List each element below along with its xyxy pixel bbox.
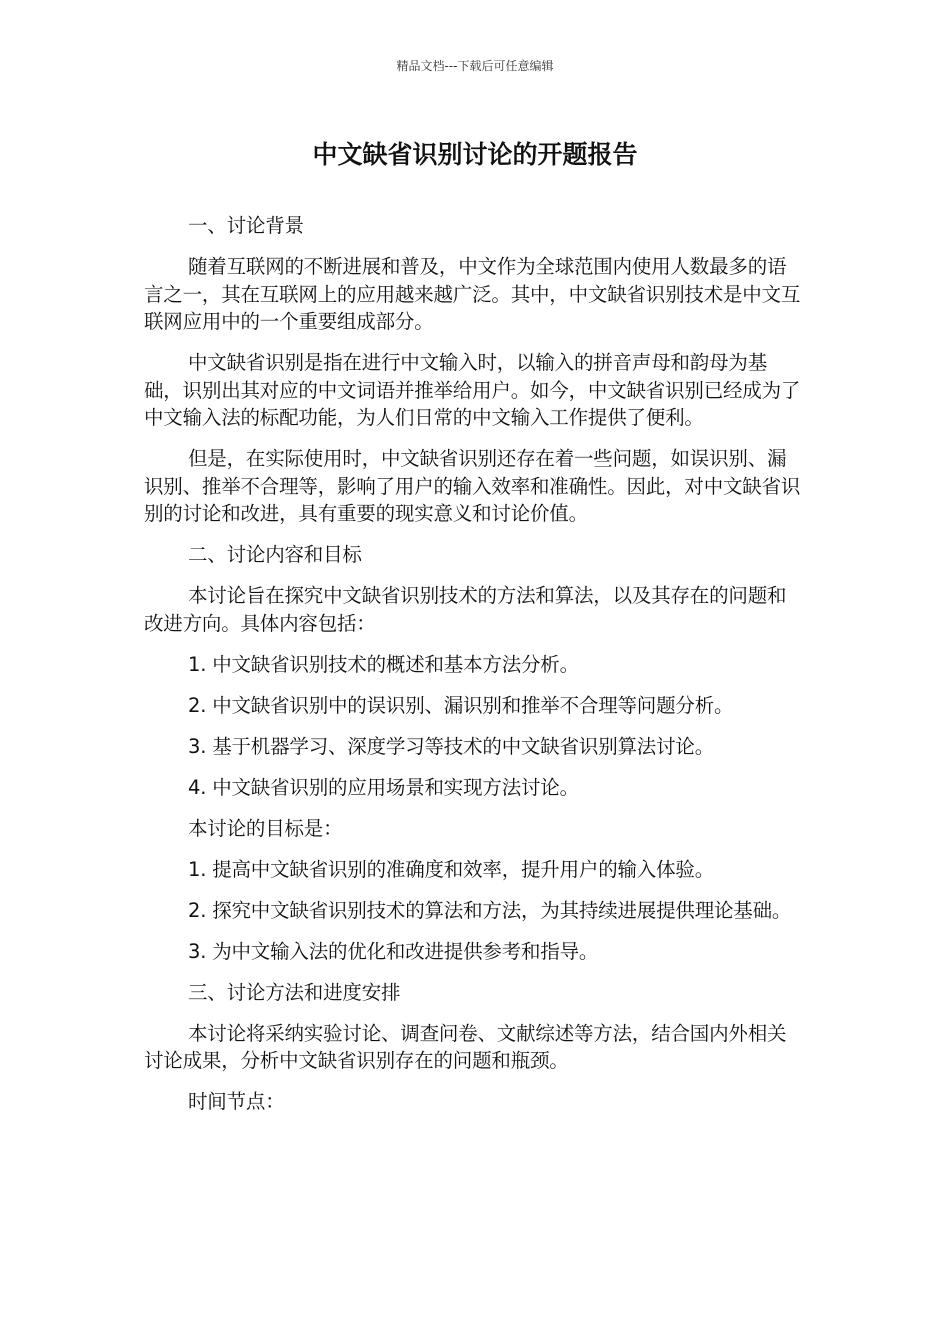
header-note: 精品文档---下载后可任意编辑 [396,59,554,73]
paragraph: 随着互联网的不断进展和普及，中文作为全球范围内使用人数最多的语言之一，其在互联网上的应用越来越广泛。其中，中文缺省识别技术是中文互联网应用中的一个重要组成部分。 [144,255,801,333]
list-item: 3. 基于机器学习、深度学习等技术的中文缺省识别算法讨论。 [188,734,715,758]
paragraph: 本讨论旨在探究中文缺省识别技术的方法和算法，以及其存在的问题和改进方向。具体内容包括： [144,584,787,635]
list-item: 4. 中文缺省识别的应用场景和实现方法讨论。 [188,775,579,799]
paragraph: 本讨论的目标是： [188,816,343,840]
section-heading-background: 一、讨论背景 [188,214,304,237]
list-item: 1. 提高中文缺省识别的准确度和效率，提升用户的输入体验。 [188,857,715,881]
section-heading-content-goals: 二、讨论内容和目标 [188,543,362,566]
document-title: 中文缺省识别讨论的开题报告 [312,140,638,169]
list-item: 2. 探究中文缺省识别技术的算法和方法，为其持续进展提供理论基础。 [188,898,792,922]
paragraph: 但是，在实际使用时，中文缺省识别还存在着一些问题，如误识别、漏识别、推举不合理等，影响了用户的输入效率和准确性。因此，对中文缺省识别的讨论和改进，具有重要的现实意义和讨论价值。 [144,447,801,525]
document-body [144,212,804,1129]
list-item: 1. 中文缺省识别技术的概述和基本方法分析。 [188,652,579,676]
paragraph: 本讨论将采纳实验讨论、调查问卷、文献综述等方法，结合国内外相关讨论成果，分析中文缺省识别存在的问题和瓶颈。 [144,1021,787,1072]
paragraph: 时间节点： [188,1090,285,1113]
list-item: 3. 为中文输入法的优化和改进提供参考和指导。 [188,939,599,963]
section-heading-method-schedule: 三、讨论方法和进度安排 [188,980,401,1004]
paragraph: 中文缺省识别是指在进行中文输入时，以输入的拼音声母和韵母为基础，识别出其对应的中文词语并推举给用户。如今，中文缺省识别已经成为了中文输入法的标配功能，为人们日常的中文输入工作提供了便利。 [144,351,801,429]
list-item: 2. 中文缺省识别中的误识别、漏识别和推举不合理等问题分析。 [188,693,734,717]
